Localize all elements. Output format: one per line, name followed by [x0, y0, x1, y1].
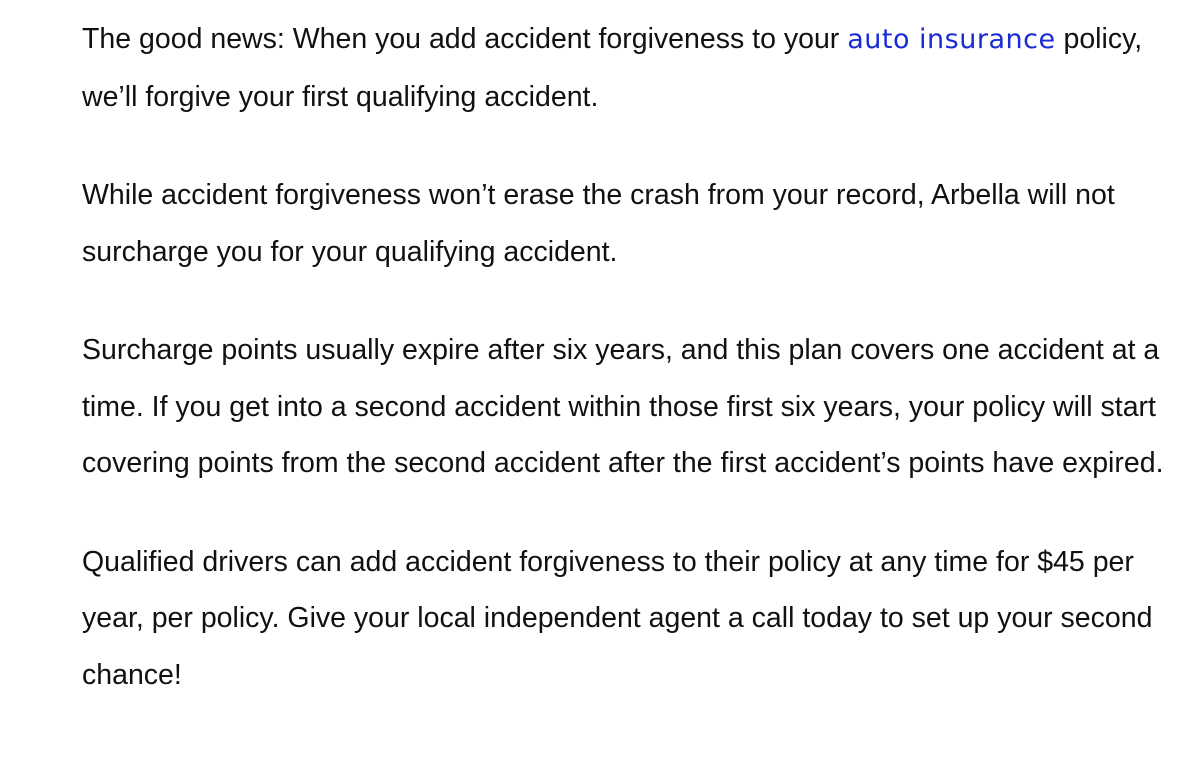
article-body	[82, 11, 1172, 745]
paragraph-surcharge-points: Surcharge points usually expire after six years, and this plan covers one accident at a time. If you get into a second accident within those first six years, your policy will start covering points from the second accident after the first accident’s points have expired.	[82, 334, 1164, 479]
paragraph-good-news-text-before: The good news: When you add accident forgiveness to your	[82, 23, 848, 55]
paragraph-record: While accident forgiveness won’t erase the crash from your record, Arbella will not surcharge you for your qualifying accident.	[82, 179, 1115, 268]
paragraph-good-news-text-after: policy, we’ll forgive your first qualifying accident.	[82, 23, 1143, 113]
paragraph-good-news	[82, 11, 1172, 125]
paragraph-qualified-drivers: Qualified drivers can add accident forgiveness to their policy at any time for $45 per year, per policy. Give your local independent agent a call today to set up your second chance!	[82, 545, 1153, 691]
auto-insurance-link[interactable]: auto insurance	[847, 24, 1056, 55]
